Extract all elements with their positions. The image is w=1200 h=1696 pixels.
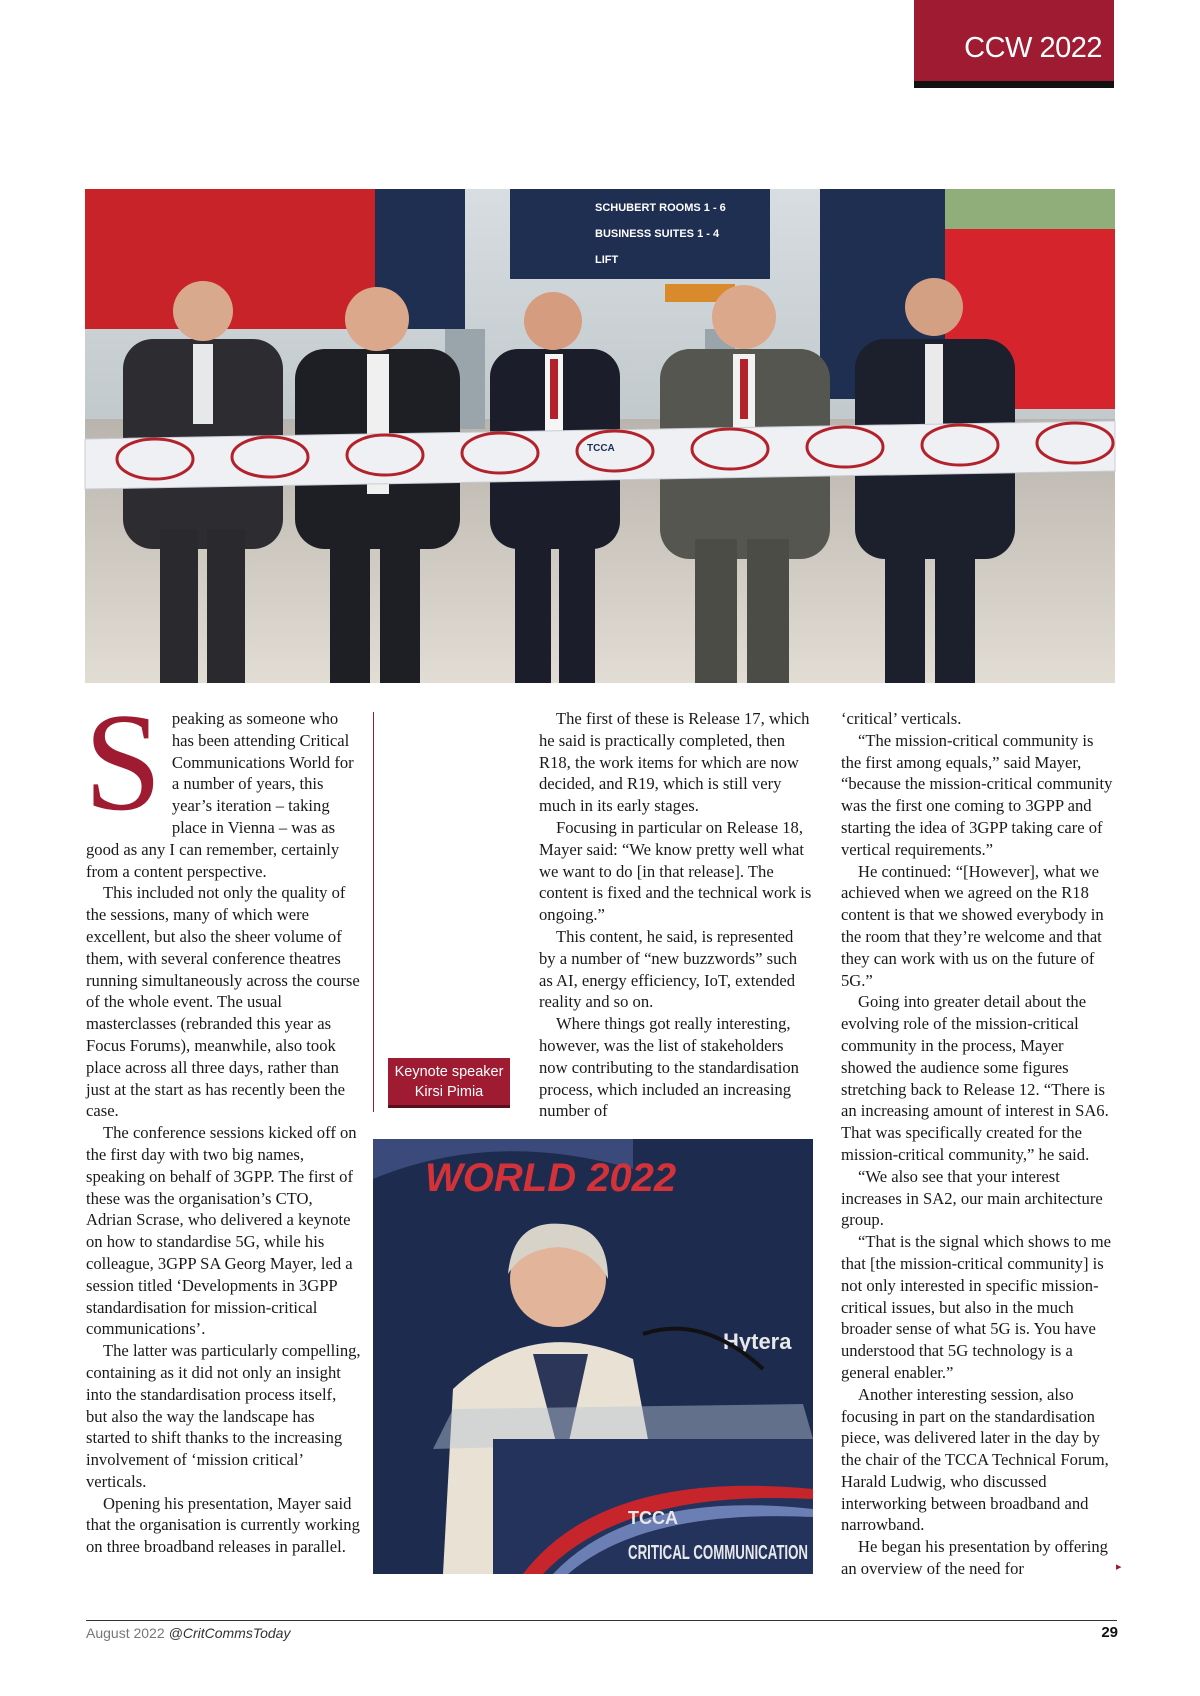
section-tab-label: CCW 2022 xyxy=(964,32,1102,64)
footer-info xyxy=(86,1625,290,1641)
paragraph: Where things got really interesting, however, was the list of stakeholders now contributing to the standardisation process, which included an increasing number of xyxy=(539,1014,799,1121)
page-number: 29 xyxy=(1101,1624,1118,1641)
podium-tagline: CRITICAL COMMUNICATION xyxy=(628,1542,808,1564)
paragraph: Going into greater detail about the evolving role of the mission-critical community in the process, Mayer showed the audience some figures stretching back to Release 12. “There is an increasing amount of interest in SA6. That was specifically created for the mission-critical community,” he said. xyxy=(841,992,1109,1164)
footer-rule xyxy=(86,1620,1117,1621)
paragraph: The latter was particularly compelling, containing as it did not only an insight into the standardisation process itself, but also the way the landscape has started to shift thanks to the increasing involvement of ‘mission critical’ verticals. xyxy=(86,1341,361,1491)
paragraph: This content, he said, is represented by a number of “new buzzwords” such as AI, energy efficiency, IoT, extended reality and so on. xyxy=(539,926,798,1012)
sign-lift: LIFT xyxy=(595,254,619,266)
sponsor-hytera: Hytera xyxy=(723,1329,792,1354)
paragraph: He began his presentation by offering an overview of the need for xyxy=(841,1537,1108,1579)
paragraph: The conference sessions kicked off on the first day with two big names, speaking on behalf of 3GPP. The first of these was the organisation’s CTO, Adrian Scrase, who delivered a keynote on how to standardise 5G, while his colleague, 3GPP SA Georg Mayer, led a session titled ‘Developments in 3GPP standardisation for mission-critical communications’. xyxy=(86,1123,357,1339)
backdrop-text: WORLD 2022 xyxy=(425,1156,677,1200)
sign-business: BUSINESS SUITES 1 - 4 xyxy=(595,228,720,240)
paragraph: The first of these is Release 17, which he said is practically completed, then R18, the work items for which are now decided, and R19, which is still very much in its early stages. xyxy=(539,709,810,816)
social-handle: @CritCommsToday xyxy=(168,1625,291,1641)
section-tab xyxy=(914,0,1114,88)
keynote-photo-illustration xyxy=(373,1139,813,1574)
sign-schubert: SCHUBERT ROOMS 1 - 6 xyxy=(595,202,726,214)
caption-line-2: Kirsi Pimia xyxy=(414,1084,484,1100)
top-photo xyxy=(85,189,1115,683)
paragraph: This included not only the quality of the sessions, many of which were excellent, but also the sheer volume of them, with several conference theatres running simultaneously across the course of the whole event. The usual masterclasses (rebranded this year as Focus Forums), meanwhile, also took place across all three days, rather than just at the start as has recently been the case. xyxy=(86,883,360,1121)
paragraph: ‘critical’ verticals. xyxy=(841,709,962,728)
paragraph: “The mission-critical community is the first among equals,” said Mayer, “because the mission-critical community was the first one coming to 3GPP and starting the idea of 3GPP taking care of vertical requirements.” xyxy=(841,730,1113,859)
issue-date: August 2022 xyxy=(86,1625,165,1641)
article-column-1 xyxy=(84,685,361,1558)
top-photo-illustration xyxy=(85,189,1115,683)
drop-cap: S xyxy=(84,685,162,840)
paragraph: He continued: “[However], what we achieved when we agreed on the R18 content is that we showed everybody in the room that they’re welcome and that they can work with us on the future of 5G.” xyxy=(841,861,1104,990)
paragraph: Focusing in particular on Release 18, Mayer said: “We know pretty well what we want to do [in that release]. The content is fixed and the technical work is ongoing.” xyxy=(539,817,812,925)
photo-caption xyxy=(388,1058,510,1108)
keynote-photo xyxy=(373,1139,813,1574)
paragraph: Another interesting session, also focusing in part on the standardisation piece, was delivered later in the day by the chair of the TCCA Technical Forum, Harald Ludwig, who discussed interworking between broadband and narrowband. xyxy=(841,1384,1109,1535)
paragraph: Opening his presentation, Mayer said that the organisation is currently working on three broadband releases in parallel. xyxy=(86,1493,360,1557)
caption-line-1: Keynote speaker xyxy=(394,1064,504,1080)
article-column-2 xyxy=(539,708,813,1122)
ribbon-text: TCCA xyxy=(587,443,615,454)
caption-divider-line xyxy=(373,712,374,1112)
continue-arrow-icon: ▸ xyxy=(1116,1560,1122,1573)
podium-brand: TCCA xyxy=(628,1508,678,1528)
article-column-3 xyxy=(841,708,1115,1580)
paragraph: peaking as someone who has been attending Critical Communications World for a number of years, this year’s iteration – taking place in Vienna – was as good as any I can remember, certainly from a content perspective. xyxy=(86,709,354,881)
paragraph: “That is the signal which shows to me that [the mission-critical community] is not only interested in specific mission-critical issues, but also in the much broader sense of what 5G is. You have understood that 5G technology is a general enabler.” xyxy=(841,1232,1112,1382)
paragraph: “We also see that your interest increases in SA2, our main architecture group. xyxy=(841,1166,1103,1230)
